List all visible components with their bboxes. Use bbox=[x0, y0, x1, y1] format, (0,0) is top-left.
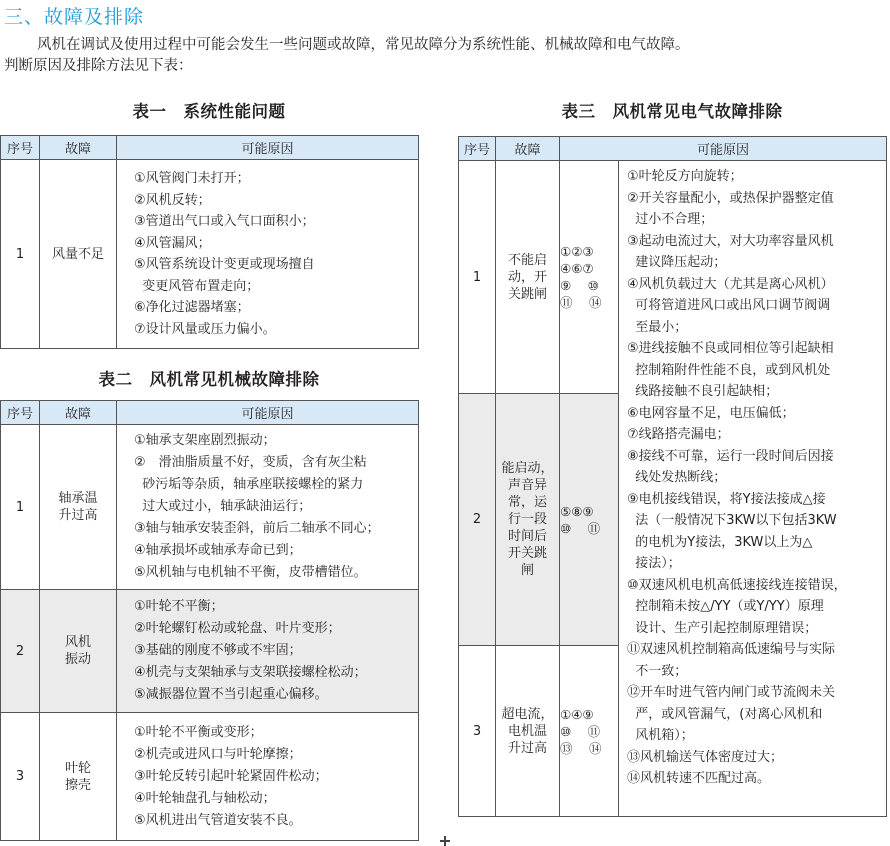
cause-item: ⑬风机输送气体密度过大； bbox=[627, 749, 784, 765]
cause-item: ⑥电网容量不足，电压偏低； bbox=[627, 405, 795, 421]
cause-item: ③管道出气口或入气口面积小； bbox=[134, 214, 315, 229]
table3-header-causes: 可能原因 bbox=[560, 137, 887, 161]
table3-causes-cell bbox=[619, 161, 887, 817]
row-cause-refs: ①②③ ④⑥⑦ ⑨ ⑩ ⑪ ⑭ bbox=[560, 161, 619, 394]
cause-item: ④机壳与支架轴承与支架联接螺栓松动； bbox=[134, 665, 367, 680]
cause-item: ③基础的刚度不够或不牢固； bbox=[134, 643, 302, 658]
row-number: 2 bbox=[459, 394, 496, 646]
cause-item: 至最小； bbox=[627, 319, 688, 335]
cause-item: ⑦线路搭壳漏电； bbox=[627, 427, 730, 442]
row-fault: 能启动， 声音异 常，运 行一段 时间后 开关跳 闸 bbox=[496, 394, 560, 646]
cause-item: ⑦设计风量或压力偏小。 bbox=[134, 321, 276, 337]
table1-caption: 表一 系统性能问题 bbox=[132, 102, 286, 121]
cause-item: ⑥净化过滤器堵塞； bbox=[134, 300, 250, 315]
cause-item: ③叶轮反转引起叶轮紧固件松动； bbox=[134, 768, 328, 784]
table1-header-causes: 可能原因 bbox=[117, 136, 419, 160]
cause-item: ⑤风管系统设计变更或现场擅自 bbox=[134, 257, 315, 272]
cause-item: ⑤进线接触不良或同相位等引起缺相 bbox=[627, 341, 834, 356]
table1-header-fault: 故障 bbox=[40, 136, 117, 160]
cause-item: ②机壳或进风口与叶轮摩擦； bbox=[134, 746, 302, 762]
table3 bbox=[458, 136, 887, 817]
cause-item: 严，或风管漏气，(对离心风机和 bbox=[627, 706, 823, 722]
cause-item: ④轴承损坏或轴承寿命已到； bbox=[134, 543, 302, 558]
row-fault: 超电流， 电机温 升过高 bbox=[496, 646, 560, 817]
cause-item: ④叶轮轴盘孔与轴松动； bbox=[134, 790, 276, 806]
cause-item: ⑪双速风机控制箱高低速编号与实际 bbox=[627, 642, 836, 657]
intro-line-2: 判断原因及排除方法见下表： bbox=[4, 58, 193, 74]
cause-item: ①轴承支架座剧烈振动； bbox=[134, 433, 276, 448]
cause-item: ③轴与轴承安装歪斜，前后二轴承不同心； bbox=[134, 521, 380, 536]
row-fault: 轴承温 升过高 bbox=[40, 425, 117, 590]
cause-item: ⑫开车时进气管内闸门或节流阀未关 bbox=[627, 685, 836, 700]
cause-item: 控制箱未按△/YY（或Y/YY）原理 bbox=[627, 599, 824, 614]
row-cause-refs: ⑤⑧⑨ ⑩ ⑪ bbox=[560, 394, 619, 646]
row-number: 3 bbox=[459, 646, 496, 817]
table2-header-fault: 故障 bbox=[40, 401, 117, 425]
intro-line-1: 风机在调试及使用过程中可能会发生一些问题或故障，常见故障分为系统性能、机械故障和电气故障。 bbox=[37, 37, 690, 53]
cause-item: ④风机负载过大（尤其是离心风机） bbox=[627, 276, 834, 292]
cause-item: 砂污垢等杂质，轴承座联接螺栓的紧力 bbox=[134, 477, 364, 492]
row-number: 1 bbox=[1, 160, 40, 349]
section-title: 三、故障及排除 bbox=[4, 6, 145, 28]
cause-item: 设计、生产引起控制原理错误； bbox=[627, 620, 818, 636]
cause-item: ①叶轮不平衡； bbox=[134, 599, 224, 614]
table1 bbox=[0, 135, 419, 349]
cause-item: ⑤风机轴与电机轴不平衡，皮带槽错位。 bbox=[134, 565, 367, 580]
row-number: 1 bbox=[1, 425, 40, 590]
row-fault: 叶轮 擦壳 bbox=[40, 713, 117, 841]
row-number: 1 bbox=[459, 161, 496, 394]
cause-item: ④风管漏风； bbox=[134, 235, 211, 251]
cause-item: ②叶轮螺钉松动或轮盘、叶片变形； bbox=[134, 621, 341, 636]
crop-mark-icon bbox=[440, 836, 450, 846]
row-cause-refs: ①④⑨ ⑩ ⑪ ⑬ ⑭ bbox=[560, 646, 619, 817]
row-causes bbox=[117, 590, 419, 713]
cause-item: ⑭风机转速不匹配过高。 bbox=[627, 771, 771, 786]
row-causes bbox=[117, 713, 419, 841]
cause-item: ⑨电机接线错误，将Y接法接成△接 bbox=[627, 491, 826, 507]
table1-header-no: 序号 bbox=[1, 136, 40, 160]
intro-paragraph bbox=[4, 35, 890, 77]
cause-item: ③起动电流过大，对大功率容量风机 bbox=[627, 233, 834, 249]
cause-item: ⑤风机进出气管道安装不良。 bbox=[134, 812, 302, 828]
table2-header-no: 序号 bbox=[1, 401, 40, 425]
row-number: 3 bbox=[1, 713, 40, 841]
cause-item: 线路接触不良引起缺相； bbox=[627, 384, 779, 399]
cause-item: ⑤减振器位置不当引起重心偏移。 bbox=[134, 687, 328, 702]
cause-item: ①叶轮不平衡或变形； bbox=[134, 724, 263, 740]
cause-item: ② 滑油脂质量不好，变质，含有灰尘粘 bbox=[134, 455, 367, 470]
row-causes bbox=[117, 425, 419, 590]
cause-item: 接法）； bbox=[627, 556, 681, 571]
cause-item: 法（一般情况下3KW以下包括3KW bbox=[627, 513, 837, 528]
table2-caption: 表二 风机常见机械故障排除 bbox=[98, 370, 320, 389]
table-row bbox=[1, 160, 419, 349]
cause-item: 建议降压起动； bbox=[627, 255, 727, 270]
cause-item: 不一致； bbox=[627, 663, 688, 679]
cause-item: 风机箱）； bbox=[627, 728, 694, 743]
cause-item: ⑩双速风机电机高低速接线连接错误， bbox=[627, 577, 847, 593]
table2-header-causes: 可能原因 bbox=[117, 401, 419, 425]
table-row bbox=[459, 161, 887, 394]
table3-header-fault: 故障 bbox=[496, 137, 560, 161]
table3-header-no: 序号 bbox=[459, 137, 496, 161]
table2 bbox=[0, 400, 419, 841]
cause-item: 变更风管布置走向； bbox=[134, 278, 260, 294]
cause-item: 线处发热断线； bbox=[627, 470, 727, 485]
table-row bbox=[1, 713, 419, 841]
row-fault: 风量不足 bbox=[40, 160, 117, 349]
cause-item: 过大或过小，轴承缺油运行； bbox=[134, 499, 312, 514]
cause-item: 的电机为Y接法，3KW以上为△ bbox=[627, 534, 813, 550]
cause-item: 控制箱附件性能不良，或到风机处 bbox=[627, 362, 831, 378]
row-causes bbox=[117, 160, 419, 349]
cause-item: ①风管阀门未打开； bbox=[134, 171, 250, 186]
row-fault: 不能启 动，开 关跳闸 bbox=[496, 161, 560, 394]
table-row bbox=[1, 425, 419, 590]
cause-item: ⑧接线不可靠，运行一段时间后因接 bbox=[627, 448, 834, 464]
cause-item: 过小不合理； bbox=[627, 212, 714, 227]
table-row bbox=[1, 590, 419, 713]
cause-item: ②风机反转； bbox=[134, 192, 211, 208]
cause-item: 可将管道进风口或出风口调节阀调 bbox=[627, 298, 831, 313]
cause-item: ②开关容量配小，或热保护器整定值 bbox=[627, 190, 834, 206]
row-number: 2 bbox=[1, 590, 40, 713]
cause-item: ①叶轮反方向旋转； bbox=[627, 169, 743, 184]
row-fault: 风机 振动 bbox=[40, 590, 117, 713]
table3-caption: 表三 风机常见电气故障排除 bbox=[561, 102, 783, 121]
